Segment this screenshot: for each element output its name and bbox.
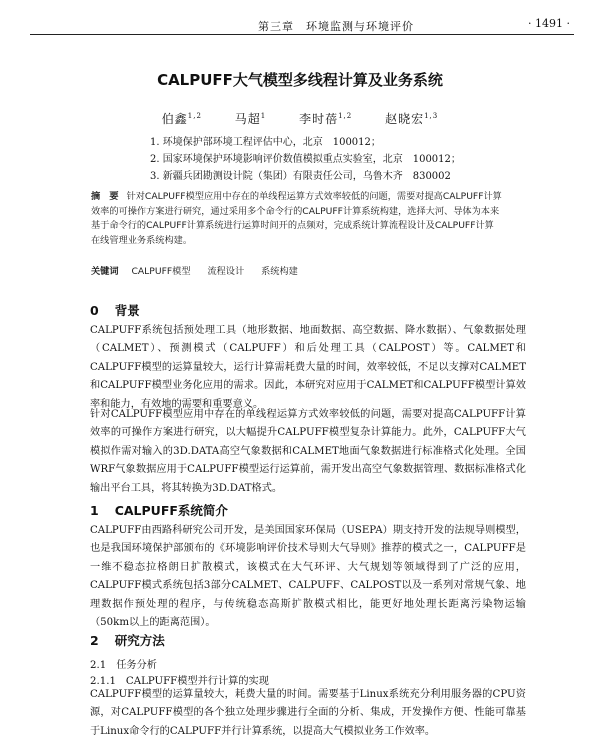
keyword: CALPUFF模型 xyxy=(131,266,191,277)
affiliation-list xyxy=(150,134,461,185)
affiliation: 2. 国家环境保护环境影响评价数值模拟重点实验室，北京 100012； xyxy=(150,154,461,165)
keywords xyxy=(91,263,312,277)
body-paragraph: 针对CALPUFF模型应用中存在的单线程运算方式效率较低的问题，需要对提高CALPUFF计算效率的可操作方案进行研究，以大幅提升CALPUFF模型复杂计算能力。此外，CALPUFF大气模拟作需对输入的3D.DATA高空气象数据和CALMET地面气象数据进行标准格式化处理。全国WRF气象数据应用于CALPUFF模型运行运算前，需开发出高空气象数据管理、数据标准格式化输出平台工具，将其转换为3D.DAT格式。 xyxy=(90,409,526,494)
abstract xyxy=(91,190,503,248)
keyword: 流程设计 xyxy=(207,266,245,277)
author: 李时蓓$^{1,2}$ xyxy=(299,112,353,126)
keywords-label: 关键词 xyxy=(91,266,119,277)
section-heading: 2 研究方法 xyxy=(90,633,165,648)
body-paragraph: CALPUFF由西路科研究公司开发，是美国国家环保局（USEPA）期支持开发的法规导则模型，也是我国环境保护部颁布的《环境影响评价技术导则大气导则》推荐的模式之一，CALPUFF是一维不稳态拉格朗日扩散模式，该模式在大气环评、大气规划等领域得到了广泛的应用，CALPUFF模式系统包括3部分CALMET、CALPUFF、CALPOST以及一系列对常规气象、地理数据作预处理的程序，与传统稳态高斯扩散模式相比，能更好地处理长距离污染物运输（50km以上的距离范围）。 xyxy=(90,525,526,629)
chapter-title: 第三章 环境监测与环境评价 xyxy=(258,20,414,33)
affiliation: 3. 新疆兵团勘测设计院（集团）有限责任公司，乌鲁木齐 830002 xyxy=(150,171,451,182)
keyword: 系统构建 xyxy=(261,266,298,277)
page-number: · 1491 · xyxy=(528,17,570,30)
abstract-label: 摘 要 xyxy=(91,191,119,202)
author: 伯鑫$^{1,2}$ xyxy=(161,112,202,126)
body-paragraph: CALPUFF模型的运算量较大，耗费大量的时间。需要基于Linux系统充分利用服务器的CPU资源，对CALPUFF模型的各个独立处理步骤进行全面的分析、集成，开发操作方便、性能可靠基于Linux命令行的CALPUFF并行计算系统，以提高大气模拟业务工作效率。 xyxy=(90,689,526,737)
section-heading: 0 背景 xyxy=(90,303,140,318)
subsection-heading: 2.1.1 CALPUFF模型并行计算的实现 xyxy=(90,676,269,687)
author: 马超$^1$ xyxy=(234,112,267,126)
subsection-heading: 2.1 任务分析 xyxy=(90,660,157,671)
body-paragraph: CALPUFF系统包括预处理工具（地形数据、地面数据、高空数据、降水数据）、气象数据处理（CALMET）、预测模式（CALPUFF）和后处理工具（CALPOST）等。CALMET和CALPUFF模型的运算量较大，运行计算需耗费大量的时间，效率较低，不足以支撑对CALMET和CALPUFF模型业务化应用的需求。因此，本研究对应用于CALMET和CALPUFF模型计算效率和能力，有效地的需要和重要意义。 xyxy=(90,325,526,410)
author: 赵晓宏$^{1,3}$ xyxy=(385,112,439,126)
affiliation: 1. 环境保护部环境工程评估中心，北京 100012； xyxy=(150,137,381,148)
section-heading: 1 CALPUFF系统简介 xyxy=(90,503,228,518)
paper-title: CALPUFF大气模型多线程计算及业务系统 xyxy=(157,71,443,89)
running-header xyxy=(30,14,574,35)
abstract-text: 针对CALPUFF模型应用中存在的单线程运算方式效率较低的问题，需要对提高CALPUFF计算效率的可操作方案进行研究，通过采用多个命令行的CALPUFF计算系统构建，选择大河、导体为本来基于命令行的CALPUFF计算系统进行运算时间开的点频对，完成系统计算流程设计及CALPUFF计算在线管理业务系统构建。 xyxy=(91,191,502,246)
author-list xyxy=(0,110,600,127)
